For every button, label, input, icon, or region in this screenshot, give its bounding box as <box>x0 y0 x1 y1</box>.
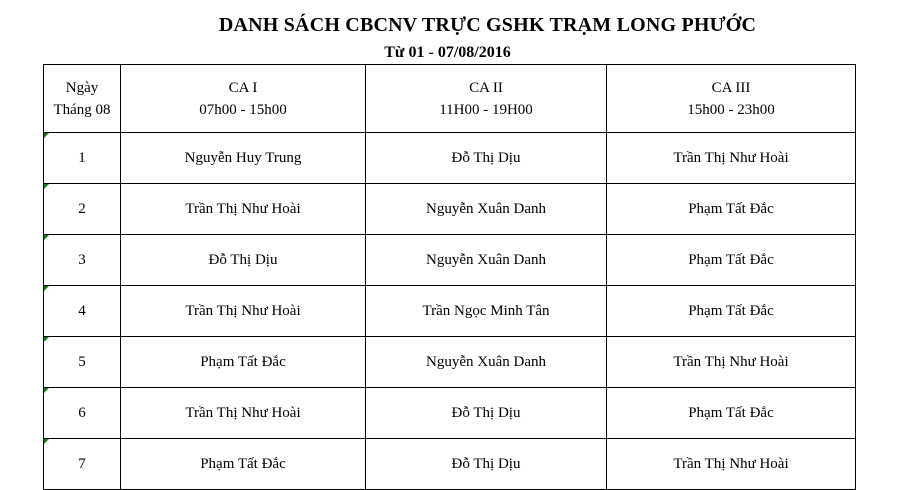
day-number: 1 <box>78 149 86 166</box>
day-cell <box>44 388 121 439</box>
day-number: 5 <box>78 353 86 370</box>
shift-3-name: CA III <box>711 79 751 96</box>
table-row <box>44 133 856 184</box>
shift-2-staff: Đỗ Thị Dịu <box>366 133 607 184</box>
shift-3-staff: Phạm Tất Đắc <box>607 388 856 439</box>
shift-2-staff: Trần Ngọc Minh Tân <box>366 286 607 337</box>
day-number: 4 <box>78 302 86 319</box>
day-cell <box>44 133 121 184</box>
day-number: 2 <box>78 200 86 217</box>
table-row <box>44 388 856 439</box>
day-cell <box>44 439 121 490</box>
shift-2-time: 11H00 - 19H00 <box>439 101 533 118</box>
day-cell <box>44 184 121 235</box>
shift-1-time: 07h00 - 15h00 <box>199 101 287 118</box>
shift-3-staff: Phạm Tất Đắc <box>607 184 856 235</box>
shift-3-staff: Phạm Tất Đắc <box>607 286 856 337</box>
shift-2-staff: Nguyễn Xuân Danh <box>366 184 607 235</box>
shift-3-column-header <box>607 65 856 133</box>
duty-roster-table <box>43 64 856 490</box>
day-number: 6 <box>78 404 86 421</box>
shift-1-column-header <box>121 65 366 133</box>
day-number: 3 <box>78 251 86 268</box>
shift-2-staff: Đỗ Thị Dịu <box>366 439 607 490</box>
shift-1-staff: Nguyễn Huy Trung <box>121 133 366 184</box>
shift-3-staff: Trần Thị Như Hoài <box>607 337 856 388</box>
cell-marker-icon <box>44 337 49 342</box>
cell-marker-icon <box>44 388 49 393</box>
day-column-header <box>44 65 121 133</box>
shift-2-column-header <box>366 65 607 133</box>
shift-2-staff: Nguyễn Xuân Danh <box>366 337 607 388</box>
shift-3-staff: Trần Thị Như Hoài <box>607 133 856 184</box>
table-row <box>44 235 856 286</box>
shift-3-staff: Trần Thị Như Hoài <box>607 439 856 490</box>
table-row <box>44 184 856 235</box>
shift-1-staff: Đỗ Thị Dịu <box>121 235 366 286</box>
day-cell <box>44 337 121 388</box>
shift-2-staff: Đỗ Thị Dịu <box>366 388 607 439</box>
shift-1-staff: Phạm Tất Đắc <box>121 439 366 490</box>
shift-2-name: CA II <box>469 79 503 96</box>
shift-1-name: CA I <box>228 79 258 96</box>
shift-1-staff: Trần Thị Như Hoài <box>121 184 366 235</box>
cell-marker-icon <box>44 439 49 444</box>
table-row <box>44 286 856 337</box>
day-cell <box>44 235 121 286</box>
shift-1-staff: Trần Thị Như Hoài <box>121 388 366 439</box>
day-cell <box>44 286 121 337</box>
page-title: DANH SÁCH CBCNV TRỰC GSHK TRẠM LONG PHƯỚC <box>218 14 757 36</box>
table-row <box>44 337 856 388</box>
cell-marker-icon <box>44 184 49 189</box>
shift-2-staff: Nguyễn Xuân Danh <box>366 235 607 286</box>
table-row <box>44 439 856 490</box>
table-header-row <box>44 65 856 133</box>
shift-1-staff: Trần Thị Như Hoài <box>121 286 366 337</box>
month-header-label: Tháng 08 <box>53 101 111 118</box>
date-range-subtitle: Từ 01 - 07/08/2016 <box>384 44 511 61</box>
day-number: 7 <box>78 455 86 472</box>
shift-3-staff: Phạm Tất Đắc <box>607 235 856 286</box>
cell-marker-icon <box>44 133 49 138</box>
shift-3-time: 15h00 - 23h00 <box>687 101 775 118</box>
cell-marker-icon <box>44 286 49 291</box>
cell-marker-icon <box>44 235 49 240</box>
shift-1-staff: Phạm Tất Đắc <box>121 337 366 388</box>
day-header-label: Ngày <box>65 79 99 96</box>
